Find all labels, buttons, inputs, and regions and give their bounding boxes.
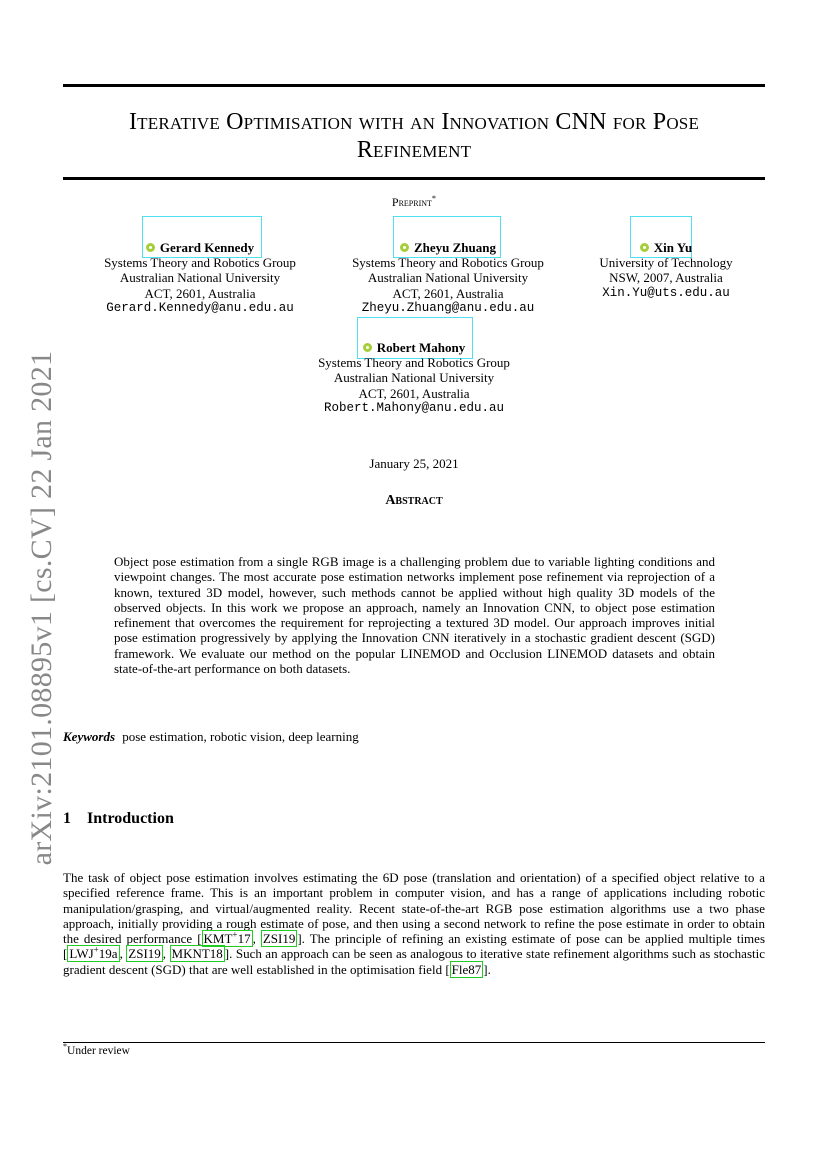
citation-separator: , [162,946,170,962]
section-heading [63,810,174,828]
title-line-2: Refinement [356,137,472,163]
orcid-icon[interactable] [640,243,649,252]
footnote-mark: * [63,1042,68,1052]
citation-separator: , [119,946,127,962]
author-institution: Australian National University [333,370,495,386]
citation-sup: + [232,929,238,940]
intro-paragraph [63,870,765,977]
citation-sup: + [93,945,99,956]
author-address: NSW, 2007, Australia [609,270,723,286]
citation-link[interactable]: ZSI19 [128,946,161,962]
author-institution: Australian National University [367,270,529,286]
citation-year: 19a [98,946,118,962]
intro-text: ]. The principle of refining an existing estimate of pose can be applied multiple times [ [63,931,765,962]
citation-key: KMT [203,931,233,947]
author-affiliation: Systems Theory and Robotics Group [318,355,510,371]
title-line-1: Iterative Optimisation with an Innovation CNN for Pose [128,109,700,135]
keywords-line [63,729,359,745]
abstract-text: Object pose estimation from a single RGB image is a challenging problem due to variable lighting conditions and viewpoint changes. The most accurate pose estimation networks implement pose refinement via reprojection of a known, textured 3D model, however, such methods cannot be applied without high quality 3D models of the observed objects. In this work we propose an approach, namely an Innovation CNN, to object pose estimation refinement that overcomes the requirement for reprojecting a textured 3D model. Our approach improves initial pose estimation progressively by applying the Innovation CNN iteratively in a stochastic gradient descent (SGD) framework. We evaluate our method on the popular LINEMOD and Occlusion LINEMOD datasets and obtain state-of-the-art performance on both datasets. [114,554,715,677]
footnote-rule [63,1042,765,1043]
citation-year: 17 [237,931,251,947]
author-email[interactable]: Robert.Mahony@anu.edu.au [323,400,505,415]
author-block [63,240,337,316]
author-block [277,340,551,416]
preprint-text: Preprint [391,195,432,209]
orcid-icon[interactable] [400,243,409,252]
intro-text: ]. Such an approach can be seen as analogous to iterative state refinement algorithms such as stochastic gradient descent (SGD) that are well established in the optimisation field [ [63,946,766,977]
keywords-label: Keywords [63,729,115,744]
citation-key: LWJ [69,946,94,962]
author-email[interactable]: Xin.Yu@uts.edu.au [602,285,730,300]
intro-text: The task of object pose estimation involves estimating the 6D pose (translation and orientation) of a specified object relative to a specified reference frame. This is an important problem in computer vision, and has a range of applications including robotic manipulation/grasping, and virtual/augmented reality. Recent state-of-the-art RGB pose estimation algorithms use a two phase approach, initially providing a rough estimate of pose, and then using a second network to refine the pose estimate in order to obtain the desired performance [ [63,870,765,947]
footnote [63,1042,130,1057]
author-name[interactable]: Robert Mahony [376,340,466,355]
author-address: ACT, 2601, Australia [392,285,504,301]
author-email[interactable]: Gerard.Kennedy@anu.edu.au [106,300,294,315]
citation-link[interactable]: Fle87 [451,961,482,977]
author-address: ACT, 2601, Australia [358,385,470,401]
author-name[interactable]: Gerard Kennedy [159,240,255,255]
author-name[interactable]: Zheyu Zhuang [413,240,496,255]
orcid-icon[interactable] [363,343,372,352]
author-affiliation: Systems Theory and Robotics Group [104,255,296,271]
author-block [566,240,766,301]
author-name[interactable]: Xin Yu [653,240,693,255]
citation-link[interactable] [67,945,119,962]
citation-link[interactable]: ZSI19 [262,931,296,947]
citation-separator: , [252,931,261,947]
top-rule [63,84,765,87]
orcid-icon[interactable] [146,243,155,252]
section-title: Introduction [87,810,174,827]
intro-text: ]. [483,961,491,977]
abstract-heading: Abstract [385,493,443,508]
author-block [311,240,585,316]
footnote-text: Under review [67,1045,130,1057]
preprint-footnote-mark: * [431,194,437,203]
keywords-text: pose estimation, robotic vision, deep learning [122,729,359,744]
author-affiliation: University of Technology [599,255,733,271]
author-institution: Australian National University [119,270,281,286]
paper-title [63,108,765,164]
citation-link[interactable]: MKNT18 [171,946,223,962]
arxiv-watermark: arXiv:2101.08895v1 [cs.CV] 22 Jan 2021 [25,350,58,866]
author-email[interactable]: Zheyu.Zhuang@anu.edu.au [361,300,535,315]
section-number: 1 [63,810,71,827]
author-address: ACT, 2601, Australia [144,285,256,301]
preprint-label [63,195,765,210]
author-affiliation: Systems Theory and Robotics Group [352,255,544,271]
paper-date: January 25, 2021 [369,456,459,471]
title-bottom-rule [63,177,765,180]
